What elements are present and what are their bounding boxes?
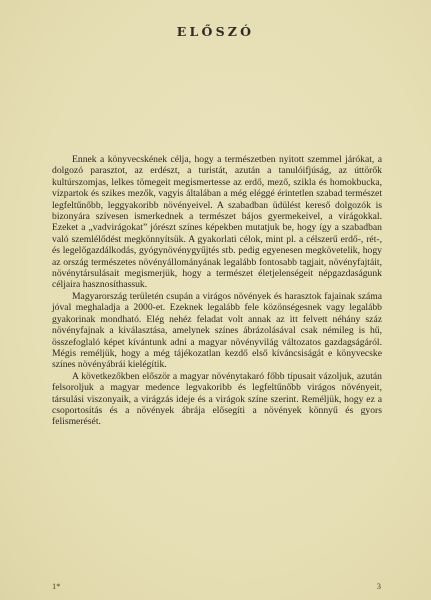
paragraph: A következőkben először a magyar növénytakaró főbb típusait vázoljuk, azután felsoroljuk a magyar medence legvakoribb és legfeltűnőbb virágos növényeit, társulási viszonyaik, a virágzás ideje és a virágok színe szerint. Reméljük, hogy ez a csoportosítás és a növények ábrája elősegíti a növények könnyű és gyors felismerését. (52, 370, 382, 428)
preface-body (52, 154, 382, 428)
signature-mark: 1* (52, 581, 61, 591)
page-number: 3 (376, 581, 381, 591)
paragraph: Ennek a könyvecskének célja, hogy a természetben nyitott szemmel járókat, a dolgozó parasztot, az erdészt, a turistát, azután a tanulóifjúság, az úttörők kultúrszomjas, lelkes tömegeit megismertesse az erdő, mező, szikla és homokbucka, vízpartok és szikes mezők, vagyis általában a még eléggé érintetlen szabad természet legfeltűnőbb, leggyakoribb növényeivel. A szabadban üdülést kereső dolgozók is bizonyára szívesen ismerkednek a természet bájos gyermekeivel, a virágokkal. Ezeket a „vadvirágokat” jórészt színes képekben mutatjuk be, hogy így a szabadban való szemlélődést megkönnyítsük. A gyakorlati célok, mint pl. a célszerű erdő-, rét-, és legelőgazdálkodás, gyógynövénygyűjtés stb. pedig egyenesen megkövetelik, hogy az ország természetes növényállományának legalább fontosabb tagjait, növényfajtáit, növénytársulásait megismerjük, hogy a természet életjelenségeit népgazdaságunk céljaira hasznosíthassuk. (52, 154, 382, 291)
page-title: ELŐSZÓ (176, 24, 255, 39)
paragraph: Magyarország területén csupán a virágos növények és harasztok fajainak száma jóval meghaladja a 2000-et. Ezeknek legalább fele közönségesnek vagy legalább gyakorinak mondható. Elég nehéz feladat volt annak az itt felvett néhány száz növényfajnak a kiválasztása, amelynek színes ábrázolásával csak némileg is hű, összefoglaló képet kívántunk adni a magyar növényvilág változatos gazdagságáról. Mégis reméljük, hogy a még tájékozatlan kezdő első kíváncsiságát e könyvecske színes növényábrái kielégítik. (52, 290, 382, 371)
